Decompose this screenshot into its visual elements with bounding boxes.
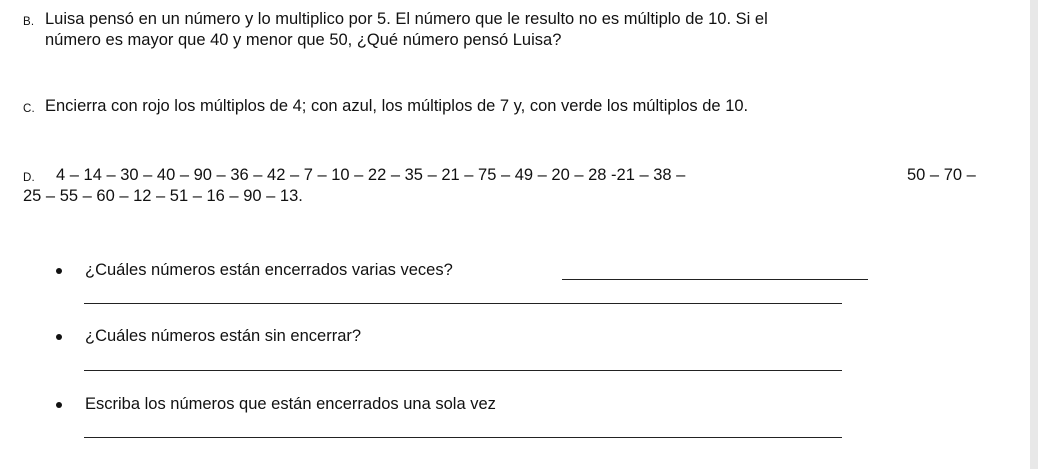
question-3-answer-line[interactable] [84,437,842,438]
item-b [23,10,1013,54]
item-b-line1: Luisa pensó en un número y lo multiplico por 5. El número que le resulto no es múltiplo de 10. Si el [45,10,768,28]
scrollbar-track[interactable] [1030,0,1038,469]
item-d-marker: D. [23,172,35,184]
item-d-numbers-line2: 25 – 55 – 60 – 12 – 51 – 16 – 90 – 13. [23,187,303,205]
item-c-marker: C. [23,103,35,115]
item-c [23,97,1013,119]
question-2-label: ¿Cuáles números están sin encerrar? [85,327,362,345]
item-c-line1: Encierra con rojo los múltiplos de 4; con azul, los múltiplos de 7 y, con verde los múltiplos de 10. [45,97,749,115]
question-2-answer-line[interactable] [84,370,842,371]
item-d-numbers-line1: 4 – 14 – 30 – 40 – 90 – 36 – 42 – 7 – 10 – 22 – 35 – 21 – 75 – 49 – 20 – 28 -21 – 38 – [56,166,686,184]
question-1-answer-line-2[interactable] [84,303,842,304]
question-1-label: ¿Cuáles números están encerrados varias veces? [85,261,453,279]
item-b-marker: B. [23,16,35,28]
item-d-numbers-line1-end: 50 – 70 – [907,166,976,184]
bullet-dot [56,402,62,408]
item-d [23,166,1013,210]
question-3-label: Escriba los números que están encerrados una sola vez [85,395,496,413]
question-1-answer-line-1[interactable] [562,279,868,280]
bullet-dot [56,334,62,340]
item-b-line2: número es mayor que 40 y menor que 50, ¿Qué número pensó Luisa? [45,31,562,49]
bullet-dot [56,268,62,274]
